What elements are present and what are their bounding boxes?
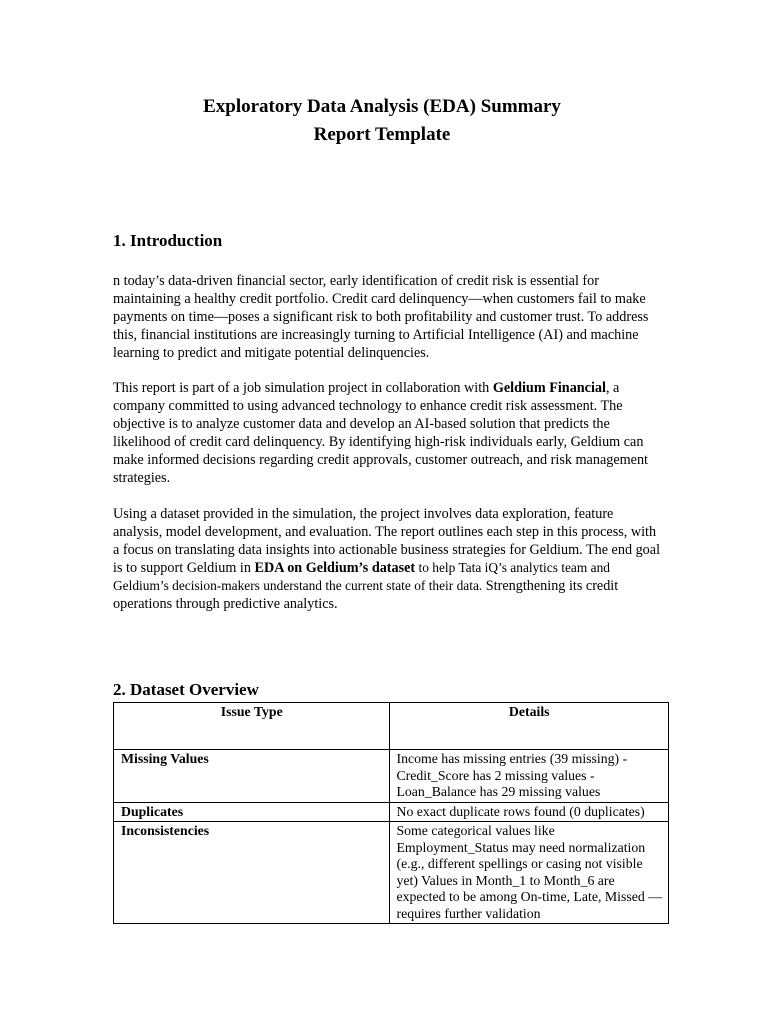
table-cell-issue: Duplicates	[114, 802, 390, 822]
introduction-paragraph-2	[113, 379, 661, 487]
table-row	[114, 822, 669, 924]
table-cell-details: No exact duplicate rows found (0 duplicates)	[390, 802, 669, 822]
table-cell-details: Some categorical values like Employment_Status may need normalization (e.g., different spellings or casing not visible yet) Values in Month_1 to Month_6 are expected to be among On-time, Late, Missed — requires further validation	[390, 822, 669, 924]
column-header-details: Details	[390, 703, 669, 750]
document-title-line-1: Exploratory Data Analysis (EDA) Summary	[203, 96, 561, 117]
table-cell-issue: Missing Values	[114, 750, 390, 803]
document-title-line-2: Report Template	[313, 124, 451, 145]
eda-bold-phrase: EDA on Geldium’s dataset	[254, 560, 416, 576]
paragraph-3-text-end: Strengthening its credit operations through predictive analytics.	[113, 578, 619, 612]
introduction-heading: 1. Introduction	[113, 231, 223, 250]
introduction-paragraph-3	[113, 505, 661, 613]
paragraph-2-text-end: , a company committed to using advanced technology to enhance credit risk assessment. The objective is to analyze customer data and develop an AI-based solution that predicts the likelihood of credit card delinquency. By identifying high-risk individuals early, Geldium can make informed decisions regarding credit approvals, customer outreach, and risk management strategies.	[113, 380, 648, 486]
paragraph-3-text-start: Using a dataset provided in the simulation, the project involves data exploration, feature analysis, model development, and evaluation. The report outlines each step in this process, with a focus on translating data insights into actionable business strategies for Geldium. The end goal is to support Geldium in	[113, 506, 661, 576]
introduction-paragraph-1: n today’s data-driven financial sector, early identification of credit risk is essential for maintaining a healthy credit portfolio. Credit card delinquency—when customers fail to make payments on time—poses a significant risk to both profitability and customer trust. To address this, financial institutions are increasingly turning to Artificial Intelligence (AI) and machine learning to predict and mitigate potential delinquencies.	[113, 273, 649, 361]
document-title	[0, 93, 764, 149]
table-cell-details: Income has missing entries (39 missing) - Credit_Score has 2 missing values - Loan_Balance has 29 missing values	[390, 750, 669, 803]
dataset-overview-heading: 2. Dataset Overview	[113, 680, 259, 699]
dataset-issues-table	[113, 702, 669, 924]
table-cell-issue: Inconsistencies	[114, 822, 390, 924]
table-row	[114, 750, 669, 803]
paragraph-3-small-text: to help Tata iQ’s analytics team and Geldium’s decision-makers understand the current state of their data.	[113, 560, 610, 593]
table-row	[114, 802, 669, 822]
company-name-bold: Geldium Financial	[492, 380, 606, 396]
table-header-row	[114, 703, 669, 750]
paragraph-2-text-start: This report is part of a job simulation project in collaboration with	[113, 380, 493, 396]
column-header-issue-type: Issue Type	[114, 703, 390, 750]
